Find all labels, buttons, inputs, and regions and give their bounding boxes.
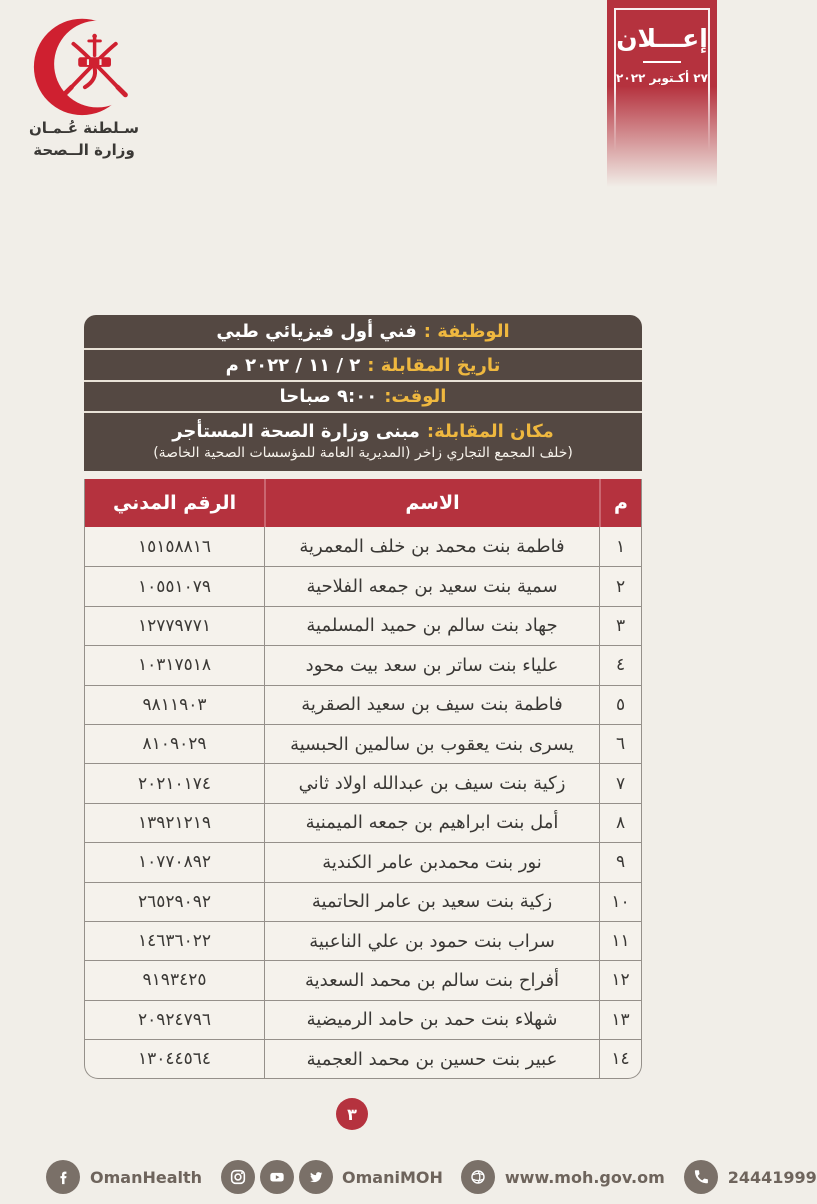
footer-bar: [0, 1157, 817, 1197]
moh-logo: [14, 12, 154, 162]
interview-info-box: [84, 315, 642, 471]
table-row: [85, 960, 641, 999]
candidate-name-cell: فاطمة بنت سيف بن سعيد الصقرية: [264, 686, 599, 724]
interview-date-row: [84, 350, 642, 382]
candidate-name-cell: شهلاء بنت حمد بن حامد الرميضية: [264, 1001, 599, 1039]
civil-id-cell: ٩٨١١٩٠٣: [142, 694, 207, 715]
time-label: الوقت:: [384, 386, 447, 407]
civil-id-cell: ٢٦٥٢٩٠٩٢: [137, 891, 212, 912]
table-row: [85, 724, 641, 763]
candidate-name-cell: أفراح بنت سالم بن محمد السعدية: [264, 961, 599, 999]
table-row: [85, 1039, 641, 1078]
place-note: (خلف المجمع التجاري زاخر (المديرية العامة للمؤسسات الصحية الخاصة): [153, 445, 573, 461]
twitter-icon[interactable]: [299, 1160, 333, 1194]
table-header-row: [85, 479, 641, 527]
facebook-handle[interactable]: OmanHealth: [90, 1167, 203, 1187]
candidate-name-cell: زكية بنت سعيد بن عامر الحاتمية: [264, 883, 599, 921]
table-row: [85, 1000, 641, 1039]
time-value: ٩:٠٠ صباحا: [279, 386, 378, 407]
civil-id-cell: ١٠٥٥١٠٧٩: [137, 576, 212, 597]
civil-id-cell: ١٣٩٢١٢١٩: [137, 812, 212, 833]
job-value: فني أول فيزيائي طبي: [216, 321, 417, 342]
civil-id-cell: ١٢٧٧٩٧٧١: [137, 615, 212, 636]
table-row: [85, 527, 641, 566]
place-value: مبنى وزارة الصحة المستأجر: [172, 421, 420, 442]
civil-id-cell: ١٣٠٤٤٥٦٤: [137, 1049, 212, 1070]
table-row: [85, 606, 641, 645]
civil-id-cell: ١٥١٥٨٨١٦: [137, 536, 212, 557]
row-number-cell: ٨: [599, 804, 641, 842]
announcement-title: إعـــلان: [616, 24, 708, 53]
row-number-cell: ١٢: [599, 961, 641, 999]
twitter-handle[interactable]: OmaniMOH: [342, 1167, 443, 1187]
header-name: الاسم: [264, 479, 599, 527]
row-number-cell: ٢: [599, 567, 641, 605]
row-number-cell: ١١: [599, 922, 641, 960]
table-row: [85, 763, 641, 802]
job-row: [84, 315, 642, 350]
civil-id-cell: ١٤٦٣٦٠٢٢: [137, 931, 212, 952]
candidate-name-cell: زكية بنت سيف بن عبدالله اولاد ثاني: [264, 764, 599, 802]
logo-ministry-text: وزارة الــصحة: [33, 140, 135, 159]
logo-country-text: سـلطنة عُـمـان: [28, 119, 140, 137]
civil-id-cell: ٩١٩٣٤٢٥: [142, 970, 207, 991]
job-label: الوظيفة :: [423, 321, 510, 342]
candidate-name-cell: أمل بنت ابراهيم بن جمعه الميمنية: [264, 804, 599, 842]
table-row: [85, 842, 641, 881]
row-number-cell: ٩: [599, 843, 641, 881]
row-number-cell: ٤: [599, 646, 641, 684]
candidates-table: [84, 479, 642, 1079]
place-label: مكان المقابلة:: [426, 421, 554, 442]
candidate-name-cell: عبير بنت حسين بن محمد العجمية: [264, 1040, 599, 1078]
header-civil-id: الرقم المدني: [112, 492, 237, 514]
phone-icon[interactable]: [684, 1160, 718, 1194]
candidate-name-cell: سمية بنت سعيد بن جمعه الفلاحية: [264, 567, 599, 605]
row-number-cell: ١: [599, 527, 641, 566]
page-number-badge: ٣: [336, 1098, 368, 1130]
table-row: [85, 566, 641, 605]
row-number-cell: ٣: [599, 607, 641, 645]
interview-date-value: ٢ / ١١ / ٢٠٢٢ م: [225, 354, 361, 376]
time-row: [84, 382, 642, 413]
table-row: [85, 645, 641, 684]
table-row: [85, 685, 641, 724]
website-url[interactable]: www.moh.gov.om: [504, 1167, 665, 1187]
phone-number[interactable]: 24441999: [727, 1167, 817, 1187]
website-icon[interactable]: [461, 1160, 495, 1194]
civil-id-cell: ١٠٧٧٠٨٩٢: [137, 852, 212, 873]
table-row: [85, 803, 641, 842]
row-number-cell: ١٤: [599, 1040, 641, 1078]
announcement-date: ٢٧ أكـتوبر ٢٠٢٢: [616, 71, 708, 85]
table-row: [85, 882, 641, 921]
civil-id-cell: ٢٠٩٢٤٧٩٦: [137, 1009, 212, 1030]
place-row: [84, 413, 642, 471]
row-number-cell: ٧: [599, 764, 641, 802]
facebook-icon[interactable]: [46, 1160, 80, 1194]
header-no: م: [599, 479, 641, 527]
youtube-icon[interactable]: [260, 1160, 294, 1194]
civil-id-cell: ١٠٣١٧٥١٨: [137, 655, 212, 676]
announcement-ribbon: [607, 0, 717, 240]
table-row: [85, 921, 641, 960]
candidate-name-cell: فاطمة بنت محمد بن خلف المعمرية: [264, 527, 599, 566]
crescent-emblem-icon: [31, 12, 137, 118]
candidate-name-cell: جهاد بنت سالم بن حميد المسلمية: [264, 607, 599, 645]
table-body: [85, 527, 641, 1078]
instagram-icon[interactable]: [221, 1160, 255, 1194]
interview-date-label: تاريخ المقابلة :: [367, 354, 501, 376]
civil-id-cell: ٢٠٢١٠١٧٤: [137, 773, 212, 794]
candidate-name-cell: نور بنت محمدبن عامر الكندية: [264, 843, 599, 881]
row-number-cell: ١٣: [599, 1001, 641, 1039]
row-number-cell: ٦: [599, 725, 641, 763]
candidate-name-cell: يسرى بنت يعقوب بن سالمين الحبسية: [264, 725, 599, 763]
row-number-cell: ١٠: [599, 883, 641, 921]
row-number-cell: ٥: [599, 686, 641, 724]
civil-id-cell: ٨١٠٩٠٢٩: [142, 734, 207, 755]
candidate-name-cell: سراب بنت حمود بن علي الناعبية: [264, 922, 599, 960]
candidate-name-cell: علياء بنت ساتر بن سعد بيت محود: [264, 646, 599, 684]
